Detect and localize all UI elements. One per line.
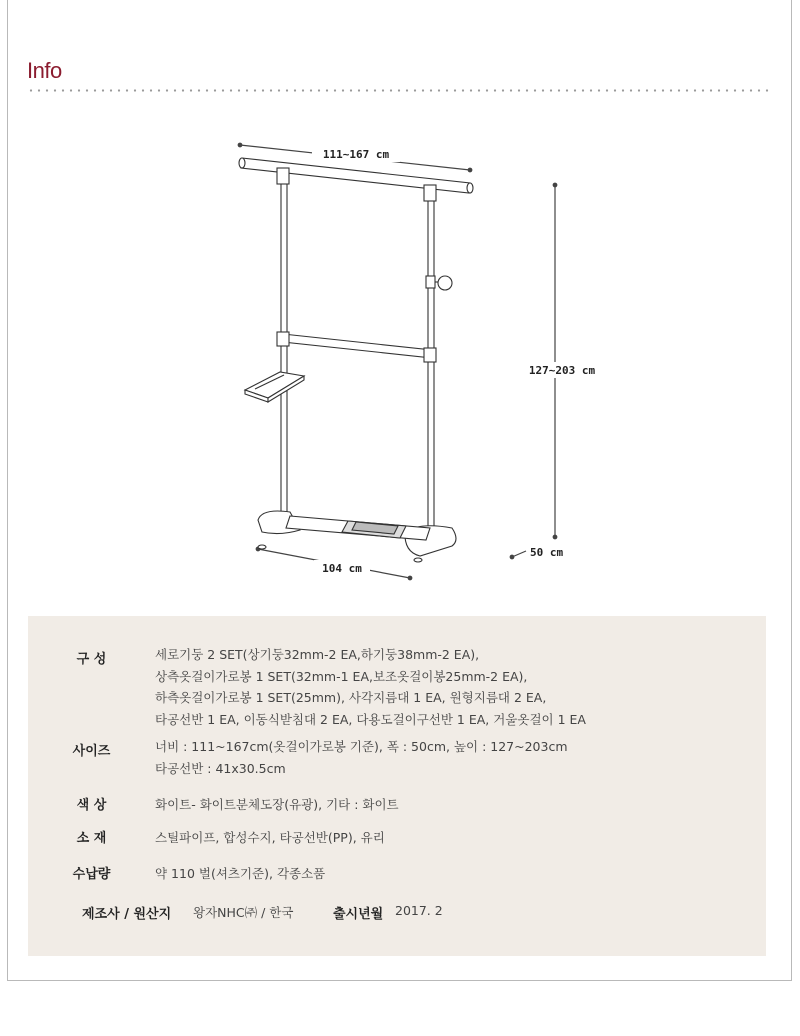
- composition-line: 세로기둥 2 SET(상기둥32mm-2 EA,하기둥38mm-2 EA),: [155, 647, 480, 662]
- capacity-label: 수납량: [72, 867, 111, 882]
- release-value: 2017. 2: [395, 903, 443, 918]
- material-value: 스틸파이프, 합성수지, 타공선반(PP), 유리: [155, 830, 385, 845]
- size-value: [155, 736, 568, 779]
- section-title: Info: [27, 58, 62, 83]
- color-label: 색 상: [76, 798, 107, 813]
- composition-value: [155, 644, 586, 730]
- composition-line: 상측옷걸이가로봉 1 SET(32mm-1 EA,보조옷걸이봉25mm-2 EA),: [155, 668, 528, 684]
- composition-line: 타공선반 1 EA, 이동식받침대 2 EA, 다용도걸이구선반 1 EA, 거울옷걸이 1 EA: [155, 711, 586, 727]
- color-value: 화이트- 화이트분체도장(유광), 기타 : 화이트: [155, 797, 399, 812]
- depth-label: 50 cm: [530, 546, 564, 559]
- clothes-rack-drawing: [239, 158, 473, 562]
- release-label: 출시년월: [333, 907, 384, 922]
- spec-panel: [28, 616, 766, 956]
- size-line: 타공선반 : 41x30.5cm: [155, 760, 286, 776]
- material-label: 소 재: [76, 831, 107, 846]
- width-label: 111~167 cm: [322, 148, 390, 161]
- height-label: 127~203 cm: [528, 364, 596, 377]
- size-label: 사이즈: [72, 744, 111, 759]
- base-label: 104 cm: [322, 562, 362, 575]
- maker-value: 왕자NHC㈜ / 한국: [193, 905, 294, 920]
- maker-label: 제조사 / 원산지: [82, 907, 172, 922]
- composition-label: 구 성: [76, 652, 107, 667]
- capacity-value: 약 110 벌(셔츠기준), 각종소품: [155, 866, 326, 881]
- size-line: 너비 : 111~167cm(옷걸이가로봉 기준), 폭 : 50cm, 높이 : 127~203cm: [155, 739, 568, 754]
- composition-line: 하측옷걸이가로봉 1 SET(25mm), 사각지름대 1 EA, 원형지름대 2 EA,: [155, 690, 547, 705]
